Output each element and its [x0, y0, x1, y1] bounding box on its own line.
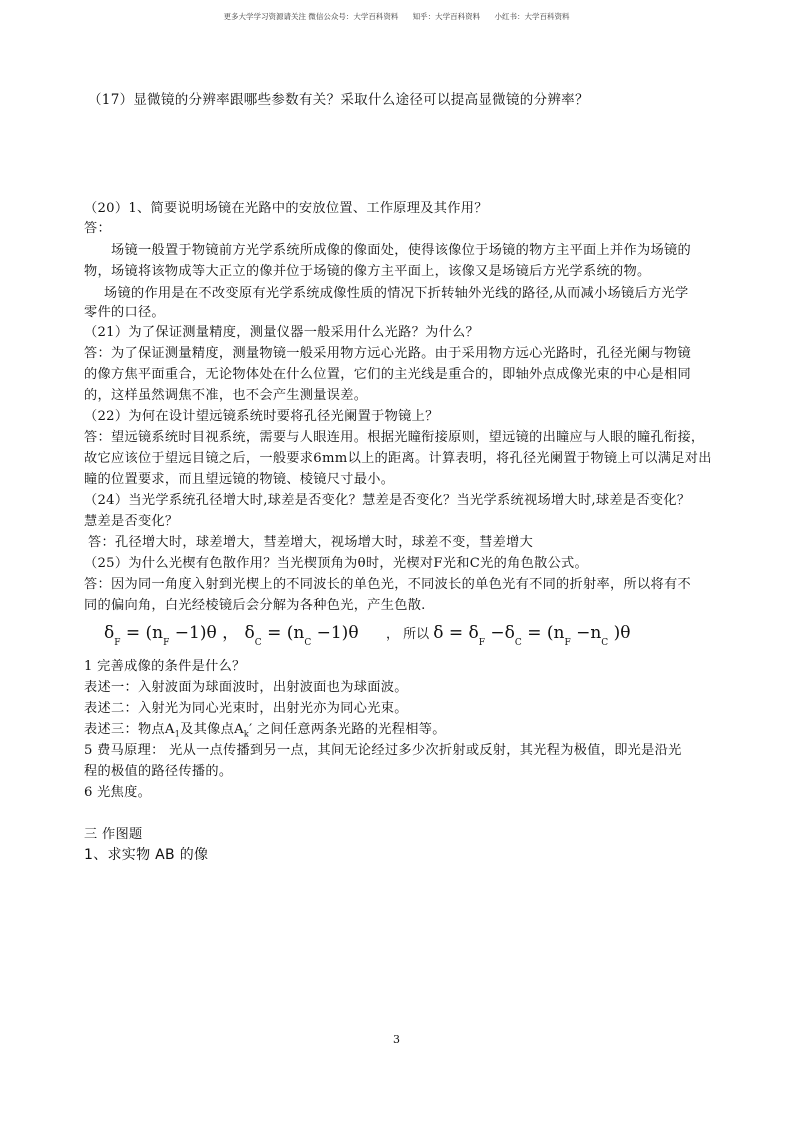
question-6: 6 光焦度。: [84, 785, 152, 800]
statement-one: 表述一：入射波面为球面波时，出射波面也为球面波。: [84, 680, 408, 695]
question-25: （25）为什么光楔有色散作用？当光楔顶角为θ时，光楔对F光和C光的角色散公式。: [84, 556, 589, 571]
answer-paragraph: 答：望远镜系统时目视系统，需要与人眼连用。根据光瞳衔接原则，望远镜的出瞳应与人眼的瞳孔衔接，: [84, 430, 705, 445]
answer-paragraph: 的像方焦平面重合，无论物体处在什么位置，它们的主光线是重合的，即轴外点成像光束的中心是相同: [84, 367, 691, 382]
statement-three: 表述三：物点$A_1$及其像点$A_k'$ 之间任意两条光路的光程相等。: [84, 722, 446, 739]
answer-label: 答：: [84, 221, 111, 236]
section-heading: 三 作图题: [84, 827, 143, 842]
page-header: 更多大学学习资源请关注 微信公众号：大学百科资料 知乎：大学百科资料 小红书：大学百科资料: [223, 12, 570, 21]
dispersion-formula: $\delta_F = (n_F -1)\theta$ ， $\delta_C = (n_C -1)\theta$ ， 所以 $\delta = \delta_F -\delta_C = (n_F -n_C$ )θ: [104, 623, 631, 648]
section-question: 1、求实物 AB 的像: [84, 847, 209, 863]
answer-paragraph: 答：因为同一角度入射到光楔上的不同波长的单色光，不同波长的单色光有不同的折射率，所以将有不: [84, 577, 691, 592]
answer-paragraph: 答：孔径增大时，球差增大，彗差增大，视场增大时，球差不变，彗差增大: [88, 535, 534, 550]
question-21: （21）为了保证测量精度，测量仪器一般采用什么光路？为什么？: [84, 325, 480, 340]
statement-two: 表述二：入射光为同心光束时，出射光亦为同心光束。: [84, 701, 408, 716]
answer-paragraph: 同的偏向角，白光经棱镜后会分解为各种色光，产生色散.: [84, 598, 426, 613]
question-20: （20）1、简要说明场镜在光路中的安放位置、工作原理及其作用？: [84, 201, 488, 216]
question-5: 5 费马原理： 光从一点传播到另一点，其间无论经过多少次折射或反射，其光程为极值，即光是沿光: [84, 743, 682, 758]
question-17: （17）显微镜的分辨率跟哪些参数有关？采取什么途径可以提高显微镜的分辨率？: [88, 92, 589, 108]
answer-paragraph: 故它应该位于望远目镜之后，一般要求6mm以上的距离。计算表明，将孔径光阑置于物镜上可以满足对出: [84, 451, 712, 466]
answer-paragraph: 答：为了保证测量精度，测量物镜一般采用物方远心光路。由于采用物方远心光路时，孔径光阑与物镜: [84, 346, 691, 361]
question-5: 程的极值的路径传播的。: [84, 764, 233, 779]
page-number: 3: [393, 1033, 400, 1046]
answer-paragraph: 场镜一般置于物镜前方光学系统所成像的像面处，使得该像位于场镜的物方主平面上并作为场镜的: [111, 243, 691, 258]
answer-paragraph: 物，场镜将该物成等大正立的像并位于场镜的像方主平面上，该像又是场镜后方光学系统的物。: [84, 264, 651, 279]
answer-paragraph: 零件的口径。: [84, 305, 165, 320]
answer-paragraph: 场镜的作用是在不改变原有光学系统成像性质的情况下折转轴外光线的路径,从而减小场镜后方光学: [104, 286, 689, 301]
answer-paragraph: 瞳的位置要求，而且望远镜的物镜、棱镜尺寸最小。: [84, 472, 395, 487]
answer-paragraph: 的，这样虽然调焦不准，也不会产生测量误差。: [84, 388, 368, 403]
question-22: （22）为何在设计望远镜系统时要将孔径光阑置于物镜上？: [84, 409, 439, 424]
question-24: （24）当光学系统孔径增大时,球差是否变化？慧差是否变化？当光学系统视场增大时,球差是否变化？: [84, 493, 691, 508]
question-24: 慧差是否变化？: [84, 514, 179, 529]
question-1: 1 完善成像的条件是什么？: [84, 659, 246, 674]
